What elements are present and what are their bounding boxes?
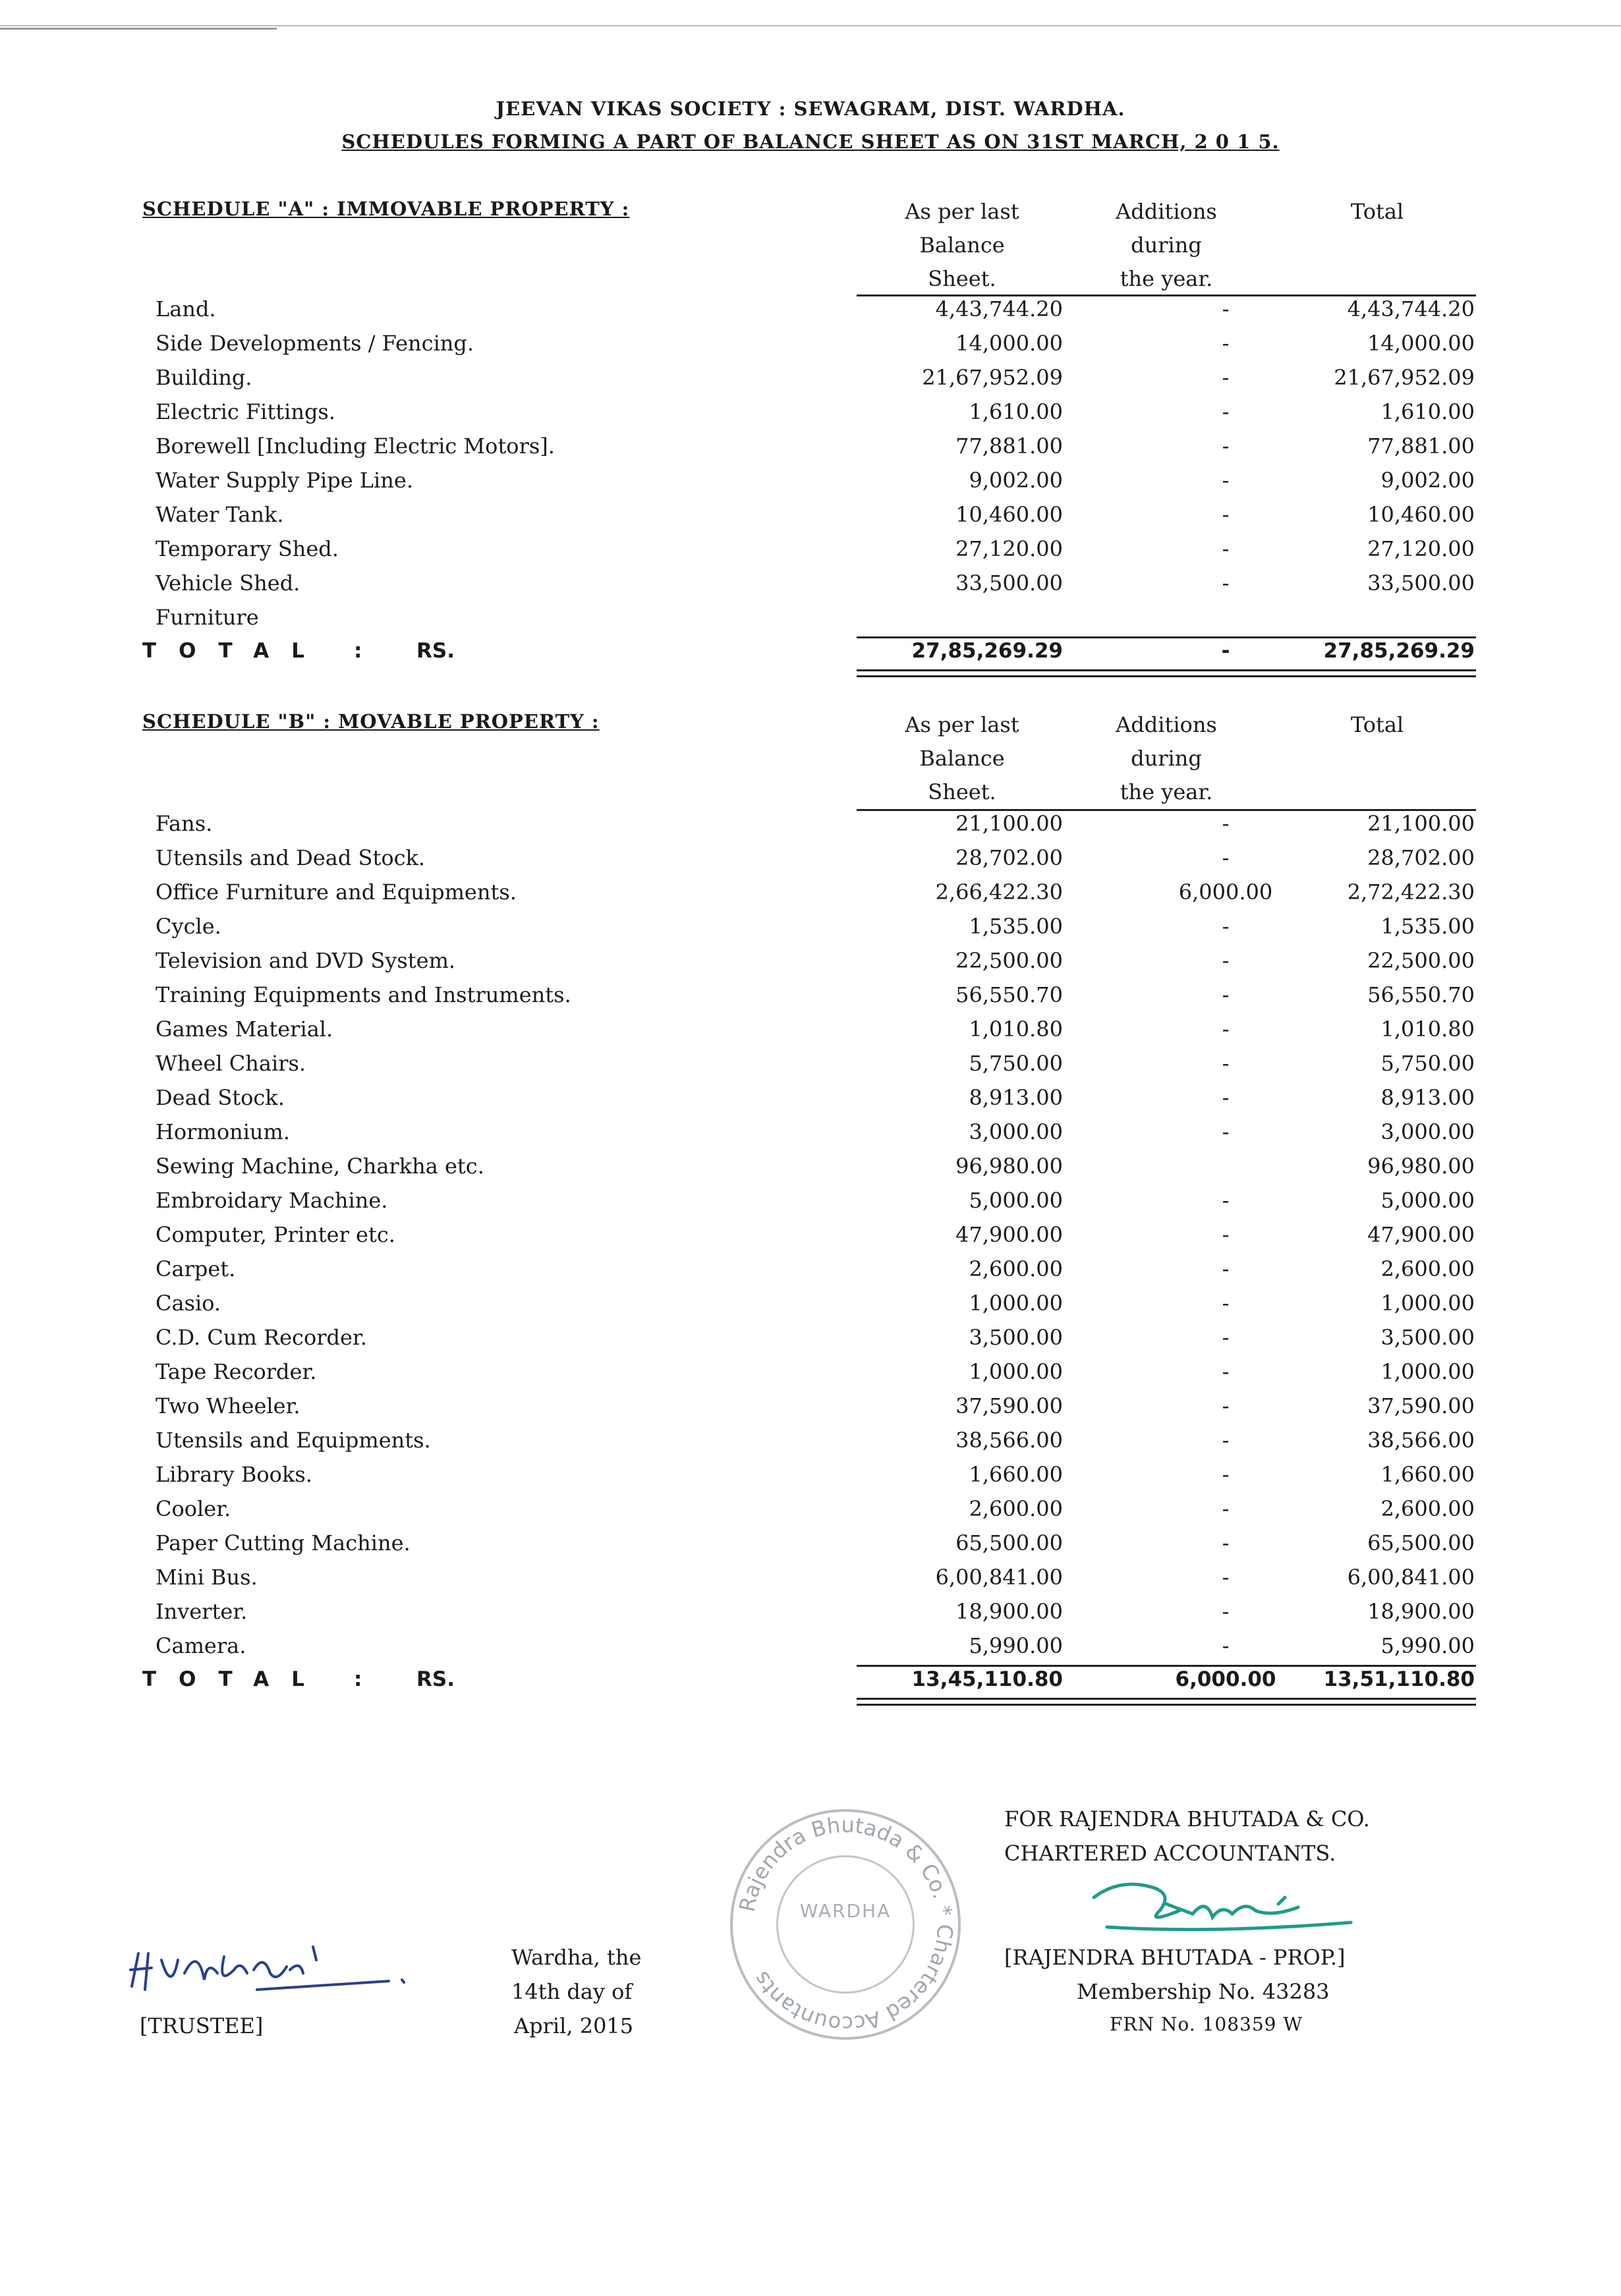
place-date-line3: April, 2015: [514, 2013, 634, 2038]
firm-line2: CHARTERED ACCOUNTANTS.: [1004, 1841, 1336, 1866]
additions-value: -: [1222, 811, 1230, 836]
asset-name: Water Tank.: [156, 502, 284, 527]
table-row: [0, 1565, 1621, 1599]
last-balance-value: 14,000.00: [955, 331, 1063, 356]
total-value: 18,900.00: [1367, 1599, 1475, 1624]
asset-name: Carpet.: [156, 1256, 236, 1281]
last-balance-value: 1,535.00: [969, 914, 1063, 939]
additions-value: -: [1222, 1393, 1230, 1418]
last-balance-value: 2,66,422.30: [935, 880, 1063, 905]
table-row: [0, 845, 1621, 880]
schedule-heading: SCHEDULES FORMING A PART OF BALANCE SHEET AS ON 31ST MARCH, 2 0 1 5.: [341, 130, 1280, 153]
total-value: 8,913.00: [1380, 1085, 1475, 1110]
additions-value: -: [1222, 1222, 1230, 1247]
additions-value: -: [1222, 1530, 1230, 1555]
table-row: [0, 1154, 1621, 1188]
total-last-balance: 13,45,110.80: [911, 1667, 1063, 1691]
last-balance-value: 5,750.00: [969, 1051, 1063, 1076]
stamp-city: WARDHA: [799, 1900, 892, 1922]
total-value: 6,00,841.00: [1347, 1565, 1475, 1590]
last-balance-value: 65,500.00: [955, 1530, 1063, 1555]
asset-name: Cycle.: [156, 914, 221, 939]
total-label: TOTAL: [142, 1667, 327, 1691]
last-balance-value: 4,43,744.20: [935, 296, 1063, 322]
additions-value: -: [1222, 1359, 1230, 1384]
last-balance-value: 22,500.00: [955, 948, 1063, 973]
frn-number: FRN No. 108359 W: [1110, 2013, 1303, 2035]
additions-value: -: [1222, 914, 1230, 939]
total-value: 47,900.00: [1367, 1222, 1475, 1247]
col-header-line: Balance: [919, 233, 1005, 258]
asset-name: Tape Recorder.: [156, 1359, 317, 1384]
asset-name: Temporary Shed.: [156, 536, 339, 561]
last-balance-value: 1,660.00: [969, 1462, 1063, 1487]
table-row: [0, 1119, 1621, 1154]
last-balance-value: 18,900.00: [955, 1599, 1063, 1624]
total-additions: -: [1221, 639, 1230, 663]
total-value: 9,002.00: [1380, 468, 1475, 493]
additions-value: -: [1222, 1119, 1230, 1144]
trustee-label: [TRUSTEE]: [140, 2013, 264, 2038]
asset-name: Computer, Printer etc.: [156, 1222, 395, 1247]
last-balance-value: 96,980.00: [955, 1154, 1063, 1179]
total-colon: :: [354, 639, 362, 663]
total-value: 5,750.00: [1380, 1051, 1475, 1076]
total-total: 27,85,269.29: [1323, 639, 1475, 663]
last-balance-value: 1,610.00: [969, 399, 1063, 424]
additions-value: 6,000.00: [1178, 880, 1273, 905]
schedule-b-total-rule: [857, 1665, 1476, 1667]
col-header-line: during: [1131, 233, 1202, 258]
signatory-name: [RAJENDRA BHUTADA - PROP.]: [1004, 1945, 1346, 1970]
total-value: 33,500.00: [1367, 571, 1475, 596]
table-row: [0, 468, 1621, 502]
asset-name: Wheel Chairs.: [156, 1051, 306, 1076]
total-value: 5,990.00: [1380, 1633, 1475, 1658]
last-balance-value: 2,600.00: [969, 1496, 1063, 1521]
asset-name: Water Supply Pipe Line.: [156, 468, 413, 493]
table-row: [0, 1051, 1621, 1085]
col-header-line: during: [1131, 746, 1202, 771]
asset-name: Electric Fittings.: [156, 399, 336, 424]
table-row: [0, 1428, 1621, 1462]
col-additions-header-a: [1061, 195, 1272, 296]
table-row: [0, 1496, 1621, 1530]
total-value: 1,010.80: [1380, 1017, 1475, 1042]
asset-name: Television and DVD System.: [156, 948, 456, 973]
col-header-line: Additions: [1116, 199, 1217, 224]
last-balance-value: 1,000.00: [969, 1291, 1063, 1316]
total-value: 1,660.00: [1380, 1462, 1475, 1487]
col-header-line: the year.: [1120, 266, 1213, 291]
table-row: [0, 1017, 1621, 1051]
table-row: [0, 605, 1621, 639]
asset-name: Utensils and Equipments.: [156, 1428, 431, 1453]
asset-name: Paper Cutting Machine.: [156, 1530, 411, 1555]
total-value: 3,500.00: [1380, 1325, 1475, 1350]
asset-name: Dead Stock.: [156, 1085, 285, 1110]
total-rs: RS.: [416, 1667, 455, 1691]
table-row: [0, 914, 1621, 948]
total-value: 4,43,744.20: [1347, 296, 1475, 322]
table-row: [0, 536, 1621, 571]
last-balance-value: 27,120.00: [955, 536, 1063, 561]
additions-value: -: [1222, 1325, 1230, 1350]
table-row: [0, 1462, 1621, 1496]
col-header-line: Total: [1350, 712, 1404, 737]
additions-value: -: [1222, 1017, 1230, 1042]
additions-value: -: [1222, 1565, 1230, 1590]
additions-value: -: [1222, 948, 1230, 973]
last-balance-value: 21,100.00: [955, 811, 1063, 836]
asset-name: Furniture: [156, 605, 259, 630]
last-balance-value: 77,881.00: [955, 434, 1063, 459]
total-value: 1,535.00: [1380, 914, 1475, 939]
schedule-a-total-row: [0, 639, 1621, 673]
table-row: [0, 880, 1621, 914]
last-balance-value: 21,67,952.09: [922, 365, 1063, 390]
last-balance-value: 3,000.00: [969, 1119, 1063, 1144]
table-row: [0, 948, 1621, 982]
asset-name: Hormonium.: [156, 1119, 291, 1144]
asset-name: Borewell [Including Electric Motors].: [156, 434, 555, 459]
col-last-balance-header-a: [857, 195, 1067, 296]
table-row: [0, 365, 1621, 399]
last-balance-value: 5,000.00: [969, 1188, 1063, 1213]
additions-value: -: [1222, 331, 1230, 356]
total-value: 96,980.00: [1367, 1154, 1475, 1179]
table-row: [0, 1222, 1621, 1256]
table-row: [0, 399, 1621, 434]
schedule-a-total-rule: [857, 636, 1476, 638]
table-row: [0, 811, 1621, 845]
schedule-a-double-rule: [857, 669, 1476, 677]
col-header-line: As per last: [905, 712, 1019, 737]
asset-name: Two Wheeler.: [156, 1393, 300, 1418]
total-value: 5,000.00: [1380, 1188, 1475, 1213]
additions-value: -: [1222, 1188, 1230, 1213]
last-balance-value: 38,566.00: [955, 1428, 1063, 1453]
asset-name: Side Developments / Fencing.: [156, 331, 474, 356]
last-balance-value: 3,500.00: [969, 1325, 1063, 1350]
table-row: [0, 1291, 1621, 1325]
table-row: [0, 1633, 1621, 1667]
col-header-line: Balance: [919, 746, 1005, 771]
asset-name: Training Equipments and Instruments.: [156, 982, 571, 1007]
col-additions-header-b: [1061, 708, 1272, 809]
additions-value: -: [1222, 365, 1230, 390]
col-header-line: the year.: [1120, 779, 1213, 804]
asset-name: Mini Bus.: [156, 1565, 258, 1590]
table-row: [0, 331, 1621, 365]
col-header-line: Additions: [1116, 712, 1217, 737]
total-value: 77,881.00: [1367, 434, 1475, 459]
table-row: [0, 1085, 1621, 1119]
last-balance-value: 9,002.00: [969, 468, 1063, 493]
additions-value: -: [1222, 1291, 1230, 1316]
total-value: 27,120.00: [1367, 536, 1475, 561]
total-value: 2,600.00: [1380, 1256, 1475, 1281]
asset-name: Casio.: [156, 1291, 221, 1316]
asset-name: C.D. Cum Recorder.: [156, 1325, 367, 1350]
last-balance-value: 37,590.00: [955, 1393, 1063, 1418]
additions-value: -: [1222, 845, 1230, 870]
additions-value: -: [1222, 1462, 1230, 1487]
total-total: 13,51,110.80: [1323, 1667, 1475, 1691]
table-row: [0, 502, 1621, 536]
total-value: 56,550.70: [1367, 982, 1475, 1007]
total-colon: :: [354, 1667, 362, 1691]
schedule-b-double-rule: [857, 1698, 1476, 1706]
asset-name: Sewing Machine, Charkha etc.: [156, 1154, 484, 1179]
asset-name: Land.: [156, 296, 216, 322]
total-rs: RS.: [416, 639, 455, 663]
page-top-edge: [0, 25, 1621, 26]
additions-value: -: [1222, 1051, 1230, 1076]
last-balance-value: 47,900.00: [955, 1222, 1063, 1247]
asset-name: Camera.: [156, 1633, 246, 1658]
table-row: [0, 982, 1621, 1017]
last-balance-value: 1,010.80: [969, 1017, 1063, 1042]
additions-value: -: [1222, 571, 1230, 596]
additions-value: -: [1222, 1496, 1230, 1521]
additions-value: -: [1222, 982, 1230, 1007]
table-row: [0, 1359, 1621, 1393]
total-value: 22,500.00: [1367, 948, 1475, 973]
additions-value: -: [1222, 1633, 1230, 1658]
schedule-b-total-row: [0, 1667, 1621, 1702]
additions-value: -: [1222, 1085, 1230, 1110]
asset-name: Building.: [156, 365, 252, 390]
col-last-balance-header-b: [857, 708, 1067, 809]
last-balance-value: 56,550.70: [955, 982, 1063, 1007]
additions-value: -: [1222, 399, 1230, 424]
total-value: 1,000.00: [1380, 1359, 1475, 1384]
total-value: 38,566.00: [1367, 1428, 1475, 1453]
total-value: 21,67,952.09: [1334, 365, 1475, 390]
place-date-line2: 14th day of: [511, 1979, 633, 2004]
total-value: 37,590.00: [1367, 1393, 1475, 1418]
page-top-edge-mark: [0, 28, 277, 30]
asset-name: Office Furniture and Equipments.: [156, 880, 517, 905]
total-last-balance: 27,85,269.29: [911, 639, 1063, 663]
col-header-line: Sheet.: [928, 779, 996, 804]
additions-value: -: [1222, 296, 1230, 322]
total-value: 3,000.00: [1380, 1119, 1475, 1144]
asset-name: Utensils and Dead Stock.: [156, 845, 426, 870]
total-value: 2,72,422.30: [1347, 880, 1475, 905]
total-value: 1,000.00: [1380, 1291, 1475, 1316]
last-balance-value: 33,500.00: [955, 571, 1063, 596]
additions-value: -: [1222, 1428, 1230, 1453]
membership-number: Membership No. 43283: [1077, 1979, 1330, 2004]
additions-value: -: [1222, 1256, 1230, 1281]
schedule-a-title: SCHEDULE "A" : IMMOVABLE PROPERTY :: [142, 198, 630, 220]
table-row: [0, 1256, 1621, 1291]
additions-value: -: [1222, 502, 1230, 527]
total-additions: 6,000.00: [1175, 1667, 1276, 1691]
total-value: 21,100.00: [1367, 811, 1475, 836]
table-row: [0, 1325, 1621, 1359]
col-header-line: Total: [1350, 199, 1404, 224]
place-date-line1: Wardha, the: [511, 1945, 642, 1970]
asset-name: Vehicle Shed.: [156, 571, 300, 596]
total-value: 65,500.00: [1367, 1530, 1475, 1555]
last-balance-value: 1,000.00: [969, 1359, 1063, 1384]
col-header-line: Sheet.: [928, 266, 996, 291]
last-balance-value: 5,990.00: [969, 1633, 1063, 1658]
trustee-signature: [125, 1934, 455, 2006]
last-balance-value: 6,00,841.00: [935, 1565, 1063, 1590]
total-value: 1,610.00: [1380, 399, 1475, 424]
total-value: 14,000.00: [1367, 331, 1475, 356]
table-row: [0, 434, 1621, 468]
additions-value: -: [1222, 536, 1230, 561]
asset-name: Games Material.: [156, 1017, 333, 1042]
table-row: [0, 1530, 1621, 1565]
additions-value: -: [1222, 468, 1230, 493]
asset-name: Fans.: [156, 811, 213, 836]
table-row: [0, 296, 1621, 331]
partner-signature: [1081, 1871, 1371, 1950]
total-label: TOTAL: [142, 639, 327, 663]
total-value: 28,702.00: [1367, 845, 1475, 870]
table-row: [0, 1393, 1621, 1428]
last-balance-value: 28,702.00: [955, 845, 1063, 870]
table-row: [0, 571, 1621, 605]
asset-name: Inverter.: [156, 1599, 248, 1624]
asset-name: Cooler.: [156, 1496, 231, 1521]
total-value: 10,460.00: [1367, 502, 1475, 527]
col-header-line: As per last: [905, 199, 1019, 224]
col-total-header-a: [1272, 195, 1483, 229]
schedule-b-title: SCHEDULE "B" : MOVABLE PROPERTY :: [142, 710, 600, 733]
table-row: [0, 1188, 1621, 1222]
col-total-header-b: [1272, 708, 1483, 742]
last-balance-value: 2,600.00: [969, 1256, 1063, 1281]
additions-value: -: [1222, 1599, 1230, 1624]
asset-name: Library Books.: [156, 1462, 312, 1487]
asset-name: Embroidary Machine.: [156, 1188, 388, 1213]
firm-stamp-lettering: [730, 1809, 961, 2040]
last-balance-value: 10,460.00: [955, 502, 1063, 527]
table-row: [0, 1599, 1621, 1633]
additions-value: -: [1222, 434, 1230, 459]
total-value: 2,600.00: [1380, 1496, 1475, 1521]
stamp-outer-text: Rajendra Bhutada & Co. * Chartered Accountants: [734, 1812, 958, 2037]
last-balance-value: 8,913.00: [969, 1085, 1063, 1110]
firm-line1: FOR RAJENDRA BHUTADA & CO.: [1004, 1806, 1370, 1832]
society-title: JEEVAN VIKAS SOCIETY : SEWAGRAM, DIST. WARDHA.: [496, 98, 1125, 120]
